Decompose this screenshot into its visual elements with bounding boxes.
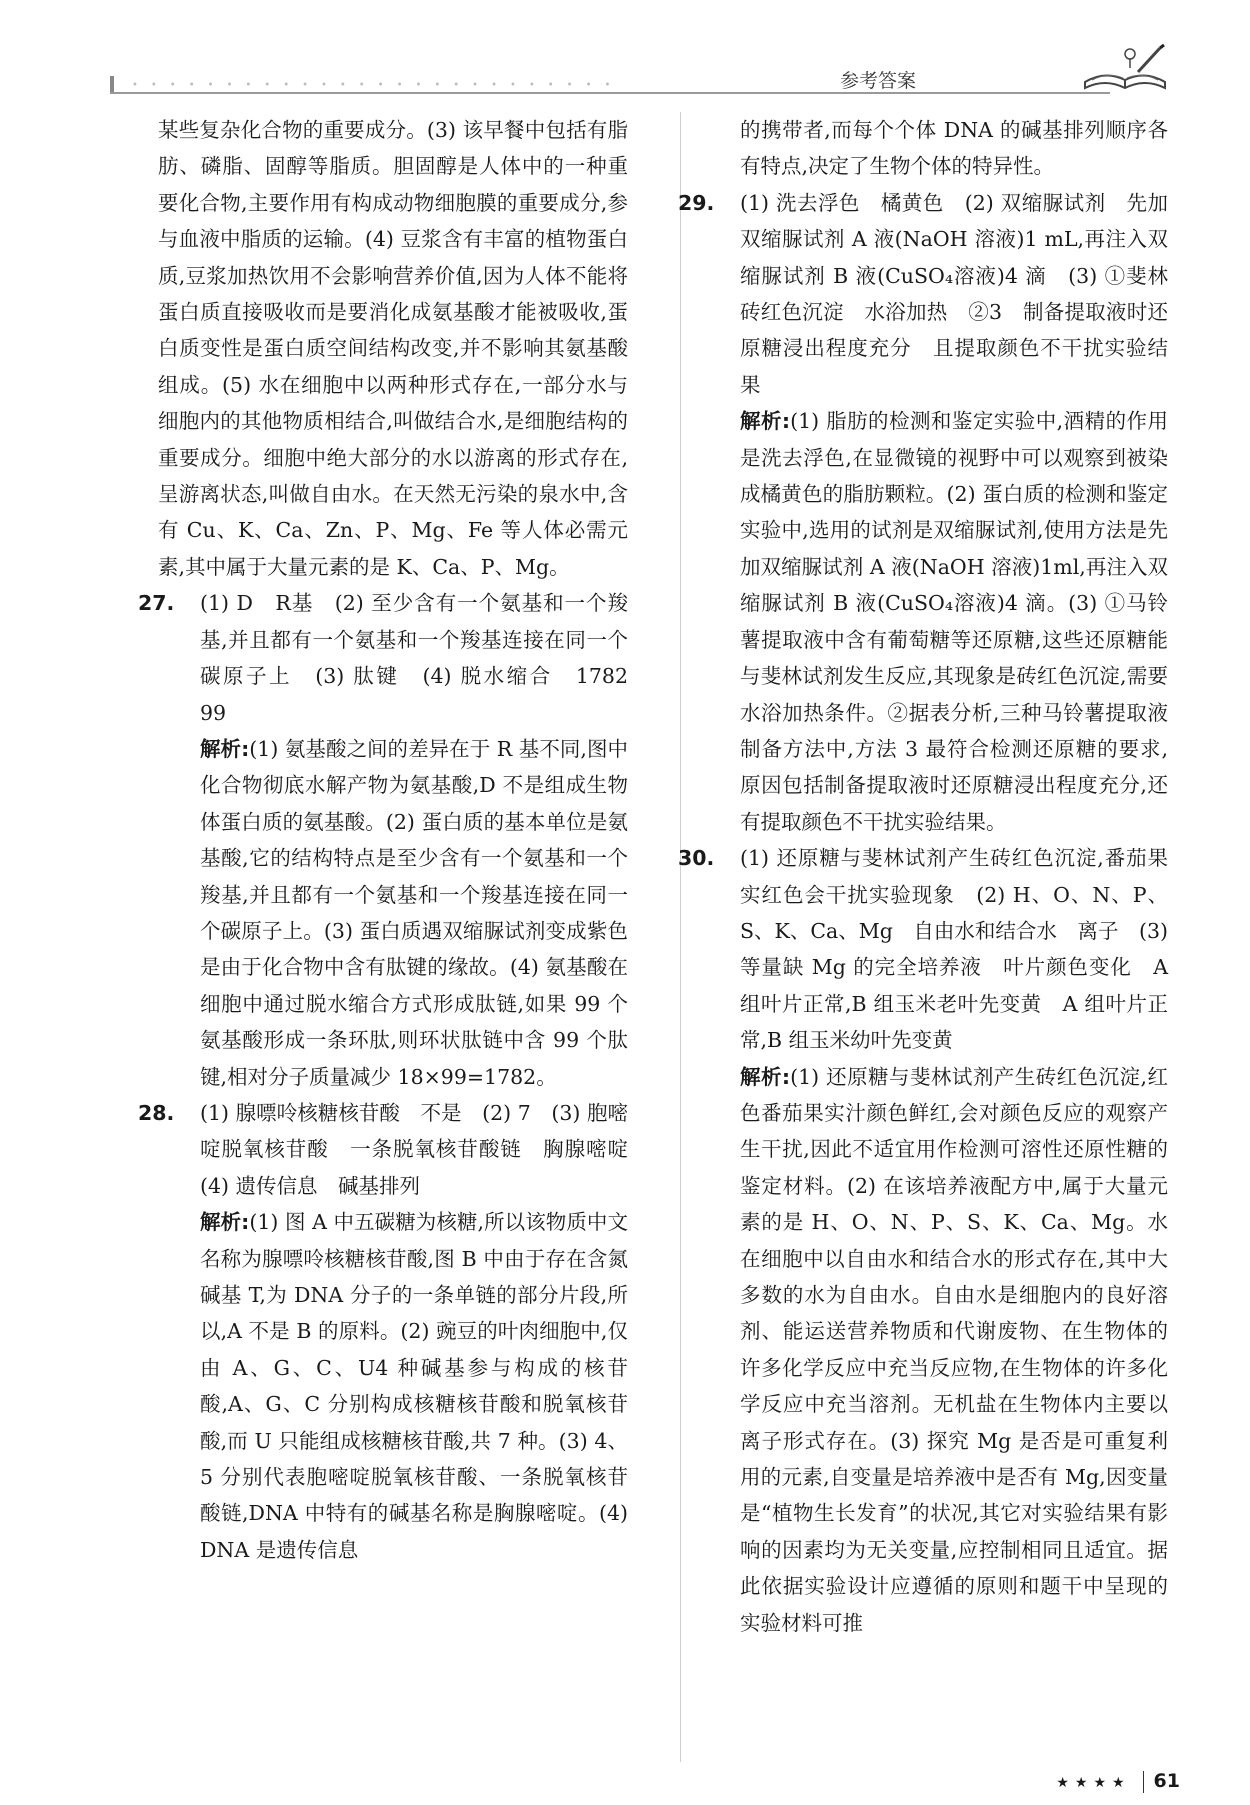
- page-number: 61: [1153, 1770, 1180, 1792]
- q28-analysis-text: (1) 图 A 中五碳糖为核糖,所以该物质中文名称为腺嘌呤核糖核苷酸,图 B 中由于存在含氮碱基 T,为 DNA 分子的一条单链的部分片段,所以,A 不是 B 的原料。(2) 豌豆的叶肉细胞中,仅由 A、G、C、U4 种碱基参与构成的核苷酸,A、G、C 分别构成核糖核苷酸和脱氧核苷酸,而 U 只能组成核糖核苷酸,共 7 种。(3) 4、5 分别代表胞嘧啶脱氧核苷酸、一条脱氧核苷酸链,DNA 中特有的碱基名称是胸腺嘧啶。(4) DNA 是遗传信息: [200, 1210, 628, 1562]
- q30-analysis-label: 解析:: [740, 1064, 791, 1089]
- page-header: [110, 52, 1170, 102]
- q29-analysis-label: 解析:: [740, 409, 791, 434]
- q28-analysis: [158, 1204, 628, 1568]
- header-rule: [110, 92, 1110, 94]
- q27-analysis: [158, 731, 628, 1095]
- header-dots: ••••••••••••••••••••••••••: [132, 80, 624, 91]
- left-intro: 某些复杂化合物的重要成分。(3) 该早餐中包括有脂肪、磷脂、固醇等脂质。胆固醇是人体中的一种重要化合物,主要作用有构成动物细胞膜的重要成分,参与血液中脂质的运输。(4) 豆浆含有丰富的植物蛋白质,豆浆加热饮用不会影响营养价值,因为人体不能将蛋白质直接吸收而是要消化成氨基酸才能被吸收,蛋白质变性是蛋白质空间结构改变,并不影响其氨基酸组成。(5) 水在细胞中以两种形式存在,一部分水与细胞内的其他物质相结合,叫做结合水,是细胞结构的重要成分。细胞中绝大部分的水以游离的形式存在,呈游离状态,叫做自由水。在天然无污染的泉水中,含有 Cu、K、Ca、Zn、P、Mg、Fe 等人体必需元素,其中属于大量元素的是 K、Ca、P、Mg。: [158, 118, 628, 579]
- q28-answer: [138, 1095, 649, 1204]
- q29-answer: [678, 185, 1189, 403]
- q29-number: 29.: [678, 190, 715, 215]
- right-column: [678, 112, 1189, 1641]
- q29-analysis-text: (1) 脂肪的检测和鉴定实验中,酒精的作用是洗去浮色,在显微镜的视野中可以观察到被染成橘黄色的脂肪颗粒。(2) 蛋白质的检测和鉴定实验中,选用的试剂是双缩脲试剂,使用方法是先加双缩脲试剂 A 液(NaOH 溶液)1ml,再注入双缩脲试剂 B 液(CuSO₄溶液)4 滴。(3) ①马铃薯提取液中含有葡萄糖等还原糖,这些还原糖能与斐林试剂发生反应,其现象是砖红色沉淀,需要水浴加热条件。②据表分析,三种马铃薯提取液制备方法中,方法 3 最符合检测还原糖的要求,原因包括制备提取液时还原糖浸出程度充分,还有提取颜色不干扰实验结果。: [740, 409, 1168, 834]
- question-28: [138, 1095, 649, 1568]
- footer-separator: [1143, 1771, 1144, 1793]
- q27-answer: [138, 585, 649, 731]
- q30-analysis: [698, 1059, 1168, 1642]
- q30-answer: [678, 840, 1168, 1058]
- q27-number: 27.: [138, 591, 175, 616]
- q30-analysis-text: (1) 还原糖与斐林试剂产生砖红色沉淀,红色番茄果实汁颜色鲜红,会对颜色反应的观察产生干扰,因此不适宜用作检测可溶性还原性糖的鉴定材料。(2) 在该培养液配方中,属于大量元素的是 H、O、N、P、S、K、Ca、Mg。水在细胞中以自由水和结合水的形式存在,其中大多数的水为自由水。自由水是细胞内的良好溶剂、能运送营养物质和代谢废物、在生物体的许多化学反应中充当反应物,在生物体的许多化学反应中充当溶剂。无机盐在生物体内主要以离子形式存在。(3) 探究 Mg 是否是可重复利用的元素,自变量是培养液中是否有 Mg,因变量是“植物生长发育”的状况,其它对实验结果有影响的因素均为无关变量,应控制相同且适宜。据此依据实验设计应遵循的原则和题干中呈现的实验材料可推: [740, 1064, 1168, 1635]
- difficulty-stars: ★★★★: [1056, 1775, 1131, 1791]
- q27-analysis-label: 解析:: [200, 736, 250, 761]
- header-title: 参考答案: [840, 70, 917, 92]
- q30-answer-text: (1) 还原糖与斐林试剂产生砖红色沉淀,番茄果实红色会干扰实验现象 (2) H、O、N、P、S、K、Ca、Mg 自由水和结合水 离子 (3) 等量缺 Mg 的完全培养液 叶片颜色变化 A 组叶片正常,B 组玉米老叶先变黄 A 组叶片正常,B 组玉米幼叶先变黄: [740, 846, 1168, 1053]
- column-divider: [680, 112, 681, 1762]
- q29-analysis: [698, 403, 1168, 840]
- question-27: [138, 585, 649, 1095]
- right-intro: 的携带者,而每个个体 DNA 的碱基排列顺序各有特点,决定了生物个体的特异性。: [740, 118, 1168, 179]
- q29-answer-text: (1) 洗去浮色 橘黄色 (2) 双缩脲试剂 先加双缩脲试剂 A 液(NaOH 溶液)1 mL,再注入双缩脲试剂 B 液(CuSO₄溶液)4 滴 (3) ①斐林 砖红色沉淀 水浴加热 ②3 制备提取液时还原糖浸出程度充分 且提取颜色不干扰实验结果: [740, 190, 1189, 397]
- page-footer: [1056, 1770, 1180, 1793]
- question-30: [678, 840, 1168, 1641]
- left-column: [138, 112, 649, 1568]
- q28-analysis-label: 解析:: [200, 1210, 250, 1235]
- q28-number: 28.: [138, 1100, 175, 1125]
- q27-answer-text: (1) D R基 (2) 至少含有一个氨基和一个羧基,并且都有一个氨基和一个羧基连接在同一个碳原子上 (3) 肽键 (4) 脱水缩合 1782 99: [200, 591, 649, 725]
- q30-number: 30.: [678, 846, 715, 871]
- q27-analysis-text: (1) 氨基酸之间的差异在于 R 基不同,图中化合物彻底水解产物为氨基酸,D 不是组成生物体蛋白质的氨基酸。(2) 蛋白质的基本单位是氨基酸,它的结构特点是至少含有一个氨基和一个羧基,并且都有一个氨基和一个羧基连接在同一个碳原子上。(3) 蛋白质遇双缩脲试剂变成紫色是由于化合物中含有肽键的缘故。(4) 氨基酸在细胞中通过脱水缩合方式形成肽链,如果 99 个氨基酸形成一条环肽,则环状肽链中含 99 个肽键,相对分子质量减少 18×99=1782。: [200, 736, 628, 1089]
- question-29: [678, 185, 1189, 840]
- open-book-with-pencil-icon: [1080, 42, 1170, 96]
- q28-answer-text: (1) 腺嘌呤核糖核苷酸 不是 (2) 7 (3) 胞嘧啶脱氧核苷酸 一条脱氧核苷酸链 胸腺嘧啶 (4) 遗传信息 碱基排列: [200, 1100, 649, 1198]
